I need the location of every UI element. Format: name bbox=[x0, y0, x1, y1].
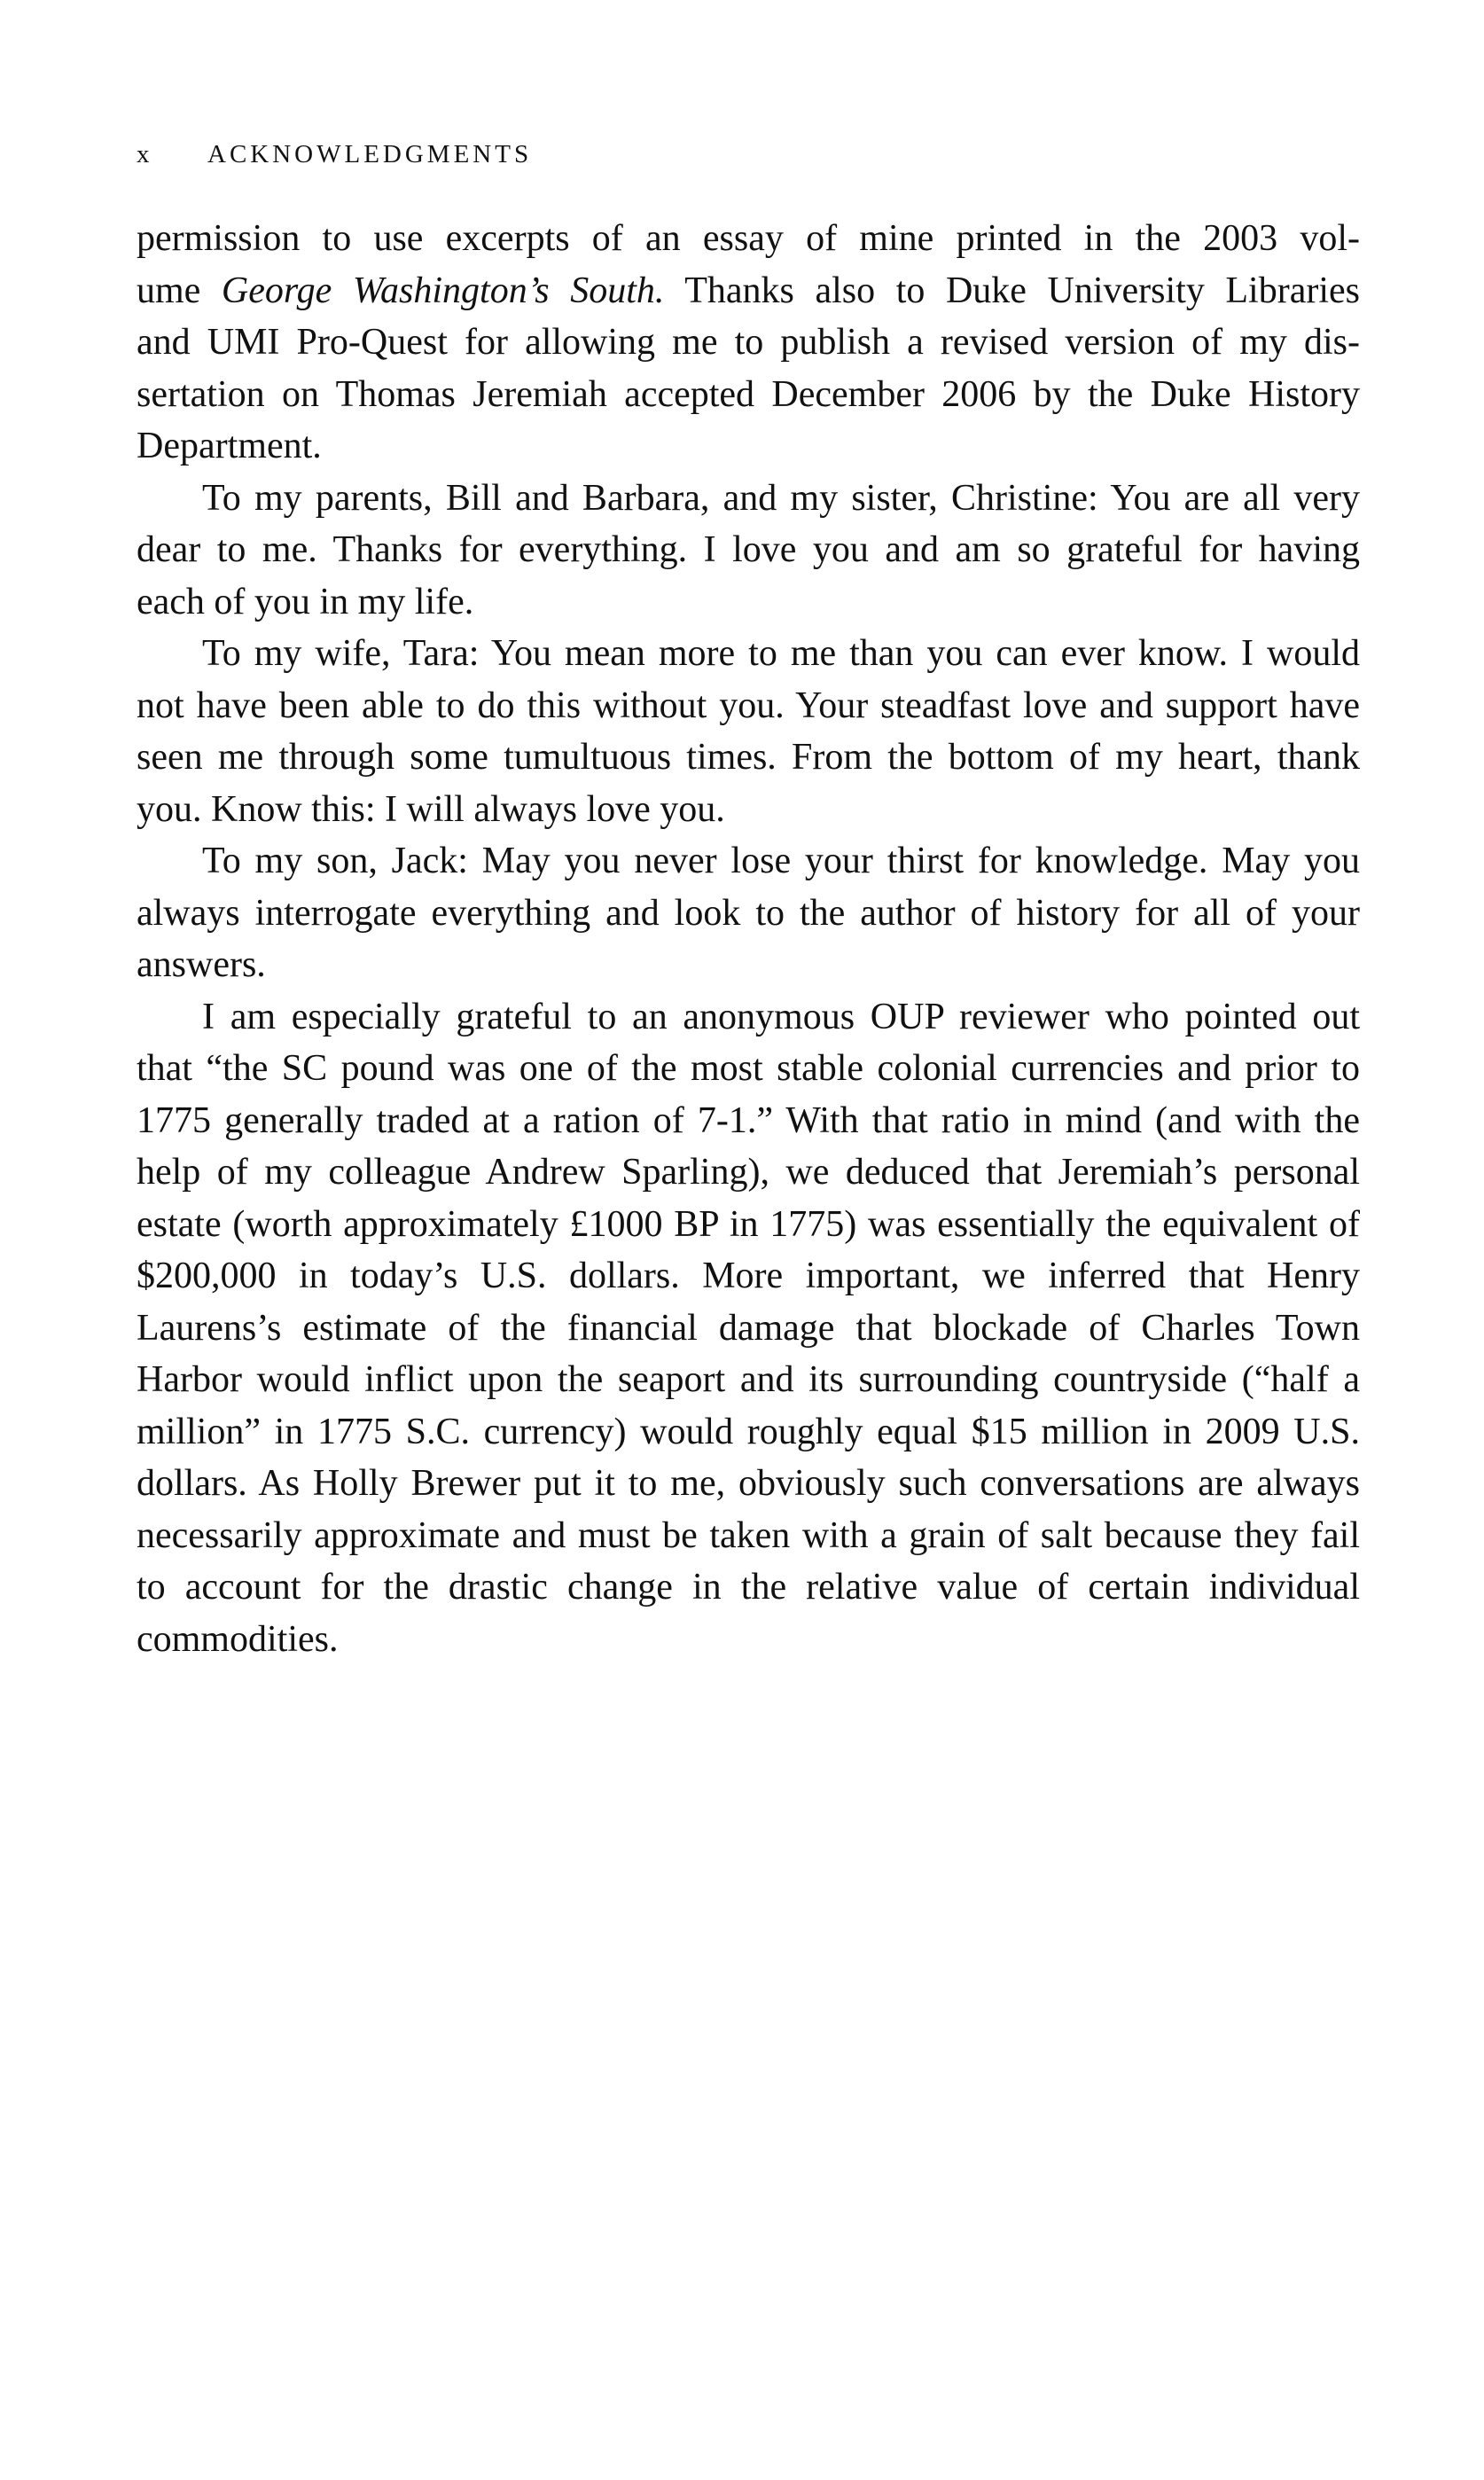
text-line: To my wife, Tara: You mean more to me than you can ever know. I would bbox=[202, 633, 1360, 674]
text-line: and UMI Pro-Quest for allowing me to publish a revised version of my dis- bbox=[137, 322, 1360, 363]
text-line: commodities. bbox=[137, 1618, 339, 1660]
text-line: seen me through some tumultuous times. From the bottom of my heart, thank bbox=[137, 737, 1360, 778]
text-line: that “the SC pound was one of the most stable colonial currencies and prior to bbox=[137, 1048, 1360, 1089]
body-text bbox=[137, 213, 1360, 1665]
text-line: always interrogate everything and look to the author of history for all of your bbox=[137, 892, 1360, 934]
book-title: George Washington’s South. bbox=[221, 270, 665, 311]
text-line: dollars. As Holly Brewer put it to me, obviously such conversations are always bbox=[137, 1463, 1360, 1504]
text-line: not have been able to do this without you. Your steadfast love and support have bbox=[137, 685, 1360, 726]
text-line: Laurens’s estimate of the financial damage that blockade of Charles Town bbox=[137, 1307, 1360, 1349]
text-line: necessarily approximate and must be taken with a grain of salt because they fail bbox=[137, 1514, 1360, 1556]
text-line: you. Know this: I will always love you. bbox=[137, 788, 725, 830]
text-line: permission to use excerpts of an essay of mine printed in the 2003 vol- bbox=[137, 218, 1360, 259]
page-number: x bbox=[137, 140, 153, 168]
text-line: each of you in my life. bbox=[137, 581, 474, 622]
text-line: to account for the drastic change in the relative value of certain individual bbox=[137, 1567, 1360, 1608]
text-line: million” in 1775 S.C. currency) would roughly equal $15 million in 2009 U.S. bbox=[137, 1411, 1360, 1452]
text-fragment: ume bbox=[137, 270, 201, 311]
text-line: 1775 generally traded at a ration of 7-1.” With that ratio in mind (and with the bbox=[137, 1099, 1360, 1141]
text-line: Harbor would inflict upon the seaport and its surrounding countryside (“half a bbox=[137, 1359, 1360, 1400]
text-line: answers. bbox=[137, 944, 266, 985]
text-line: dear to me. Thanks for everything. I love you and am so grateful for having bbox=[137, 529, 1360, 570]
text-line: To my son, Jack: May you never lose your thirst for knowledge. May you bbox=[202, 841, 1360, 881]
text-line: Department. bbox=[137, 426, 322, 466]
running-head bbox=[137, 138, 532, 170]
text-line: help of my colleague Andrew Sparling), we deduced that Jeremiah’s personal bbox=[137, 1152, 1360, 1193]
running-head-title: ACKNOWLEDGMENTS bbox=[207, 140, 533, 168]
text-line: I am especially grateful to an anonymous OUP reviewer who pointed out bbox=[202, 996, 1360, 1037]
text-line: $200,000 in today’s U.S. dollars. More important, we inferred that Henry bbox=[137, 1256, 1360, 1296]
text-line: sertation on Thomas Jeremiah accepted December 2006 by the Duke History bbox=[137, 373, 1360, 415]
text-line bbox=[137, 265, 1360, 317]
text-line: To my parents, Bill and Barbara, and my sister, Christine: You are all very bbox=[202, 477, 1360, 519]
text-fragment: Thanks also to Duke University Libraries bbox=[684, 270, 1360, 311]
text-line: estate (worth approximately £1000 BP in 1775) was essentially the equivalent of bbox=[137, 1203, 1360, 1245]
